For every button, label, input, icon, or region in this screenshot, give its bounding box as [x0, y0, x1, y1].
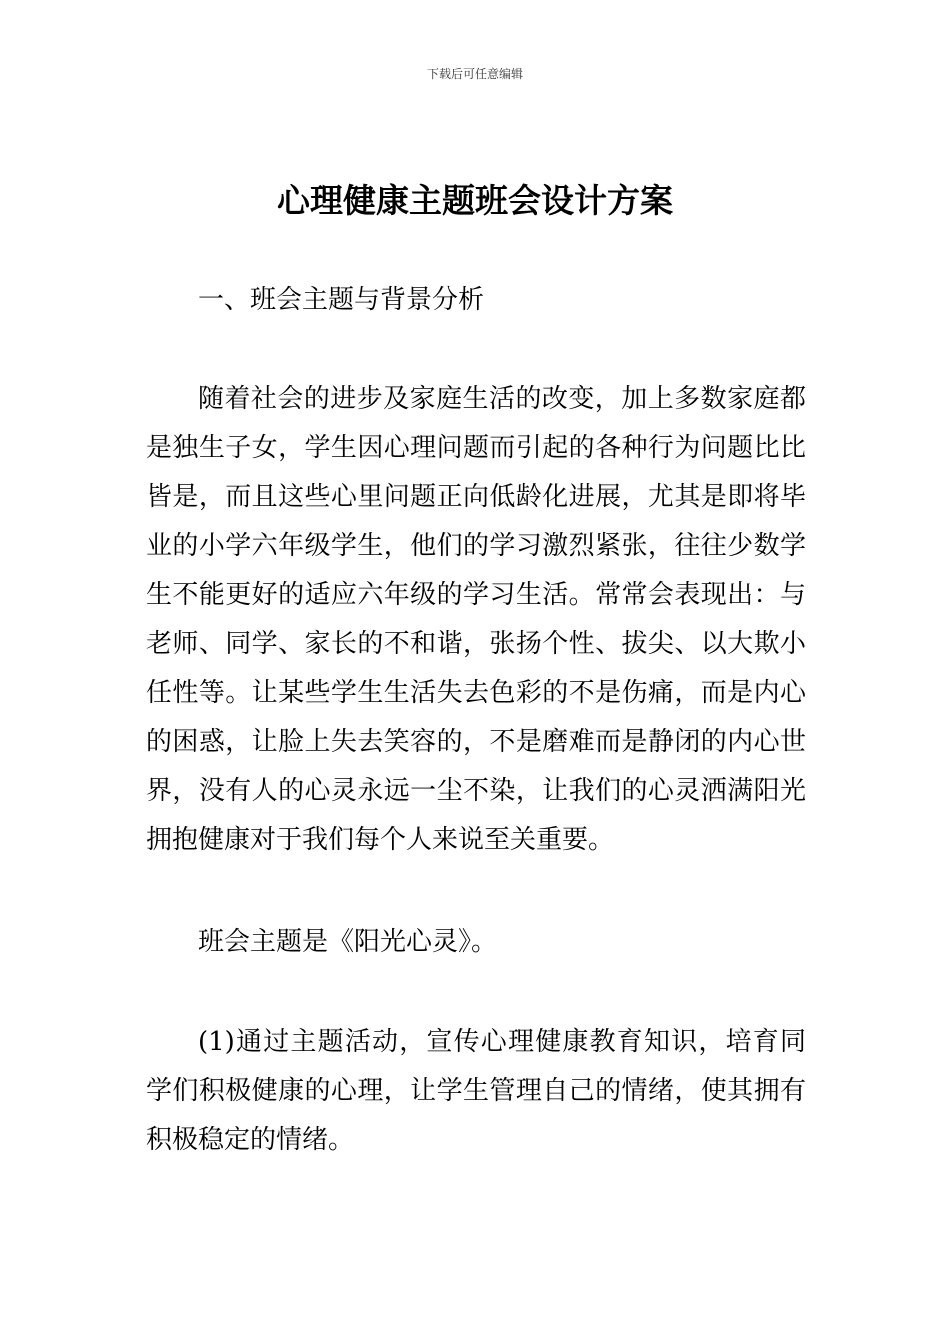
- theme-paragraph: 班会主题是《阳光心灵》。: [198, 927, 498, 957]
- section-heading: 一、班会主题与背景分析: [198, 285, 485, 315]
- header-note: 下载后可任意编辑: [426, 67, 523, 81]
- goal-paragraph: (1)通过主题活动，宣传心理健康教育知识，培育同学们积极健康的心理，让学生管理自己的情绪，使其拥有积极稳定的情绪。: [146, 1027, 806, 1155]
- background-paragraph: 随着社会的进步及家庭生活的改变，加上多数家庭都是独生子女，学生因心理问题而引起的各种行为问题比比皆是，而且这些心里问题正向低龄化进展，尤其是即将毕业的小学六年级学生，他们的学习激烈紧张，往往少数学生不能更好的适应六年级的学习生活。常常会表现出：与老师、同学、家长的不和谐，张扬个性、拔尖、以大欺小任性等。让某些学生生活失去色彩的不是伤痛，而是内心的困惑，让脸上失去笑容的，不是磨难而是静闭的内心世界，没有人的心灵永远一尘不染，让我们的心灵洒满阳光拥抱健康对于我们每个人来说至关重要。: [146, 384, 806, 855]
- document-title: 心理健康主题班会设计方案: [277, 181, 673, 220]
